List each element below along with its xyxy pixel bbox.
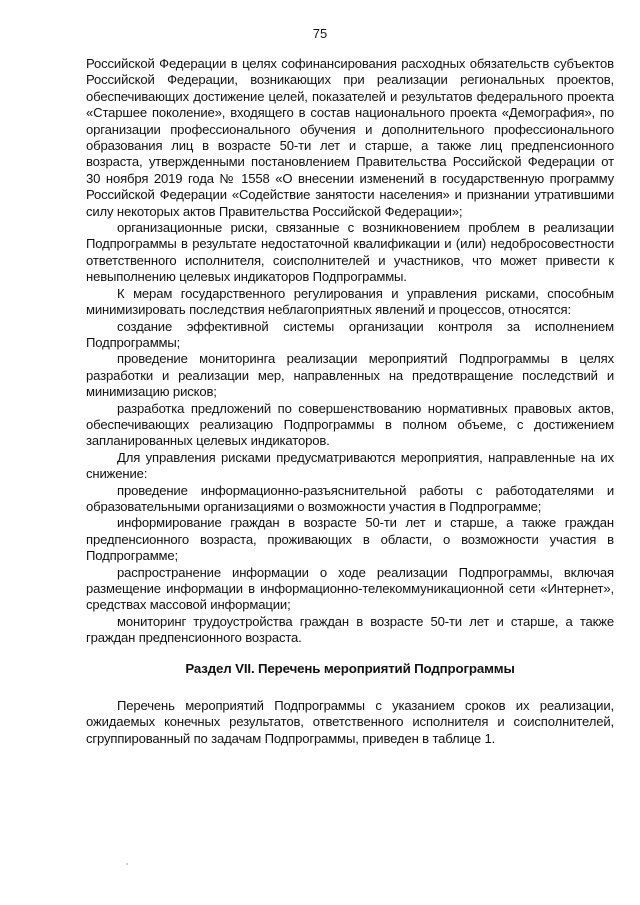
list-item-information-dissemination: распространение информации о ходе реализации Подпрограммы, включая размещение информации в информационно-телекоммуникационной сети «Интернет», средствах массовой информации; — [86, 564, 614, 613]
paragraph-organizational-risks: организационные риски, связанные с возникновением проблем в реализации Подпрограммы в результате недостаточной квалификации и (или) недобросовестности ответственного исполнителя, соисполнителей и участников, что может привести к невыполнению целевых индикаторов Подпрограммы. — [86, 220, 614, 285]
list-item-monitoring: проведение мониторинга реализации мероприятий Подпрограммы в целях разработки и реализации мер, направленных на предотвращение последствий и минимизацию рисков; — [86, 351, 614, 400]
page-number: 75 — [312, 26, 328, 41]
list-item-employment-monitoring: мониторинг трудоустройства граждан в возрасте 50-ти лет и старше, а также граждан предпенсионного возраста. — [86, 613, 614, 646]
list-item-employer-outreach: проведение информационно-разъяснительной работы с работодателями и образовательными организациями о возможности участия в Подпрограмме; — [86, 482, 614, 514]
list-item-control-system: создание эффективной системы организации контроля за исполнением Подпрограммы; — [86, 318, 614, 350]
paragraph-risk-measures-intro: К мерам государственного регулирования и управления рисками, способным минимизировать последствия неблагоприятных явлений и процессов, относятся: — [86, 285, 614, 318]
list-item-proposals: разработка предложений по совершенствованию нормативных правовых актов, обеспечивающих реализацию Подпрограммы в полном объеме, с достижением запланированных целевых индикаторов. — [86, 400, 614, 449]
scan-speck — [126, 863, 128, 865]
document-body — [86, 56, 614, 747]
list-item-citizen-informing: информирование граждан в возрасте 50-ти лет и старше, а также граждан предпенсионного возраста, проживающих в области, о возможности участия в Подпрограмме; — [86, 515, 614, 564]
section-heading: Раздел VII. Перечень мероприятий Подпрограммы — [185, 660, 515, 676]
paragraph-mitigation-intro: Для управления рисками предусматриваются мероприятия, направленные на их снижение: — [86, 449, 614, 482]
paragraph-measures-list: Перечень мероприятий Подпрограммы с указанием сроков их реализации, ожидаемых конечных результатов, ответственного исполнителя и соисполнителей, сгруппированный по задачам Подпрограммы, приведен в таблице 1. — [86, 698, 614, 746]
paragraph-continuation: Российской Федерации в целях софинансирования расходных обязательств субъектов Российской Федерации, возникающих при реализации региональных проектов, обеспечивающих достижение целей, показателей и результатов федерального проекта «Старшее поколение», входящего в состав национального проекта «Демография», по организации профессионального обучения и дополнительного профессионального образования лиц в возрасте 50-ти лет и старше, а также лиц предпенсионного возраста, утвержденными постановлением Правительства Российской Федерации от 30 ноября 2019 года № 1558 «О внесении изменений в государственную программу Российской Федерации «Содействие занятости населения» и признании утратившими силу некоторых актов Правительства Российской Федерации»; — [86, 56, 614, 219]
